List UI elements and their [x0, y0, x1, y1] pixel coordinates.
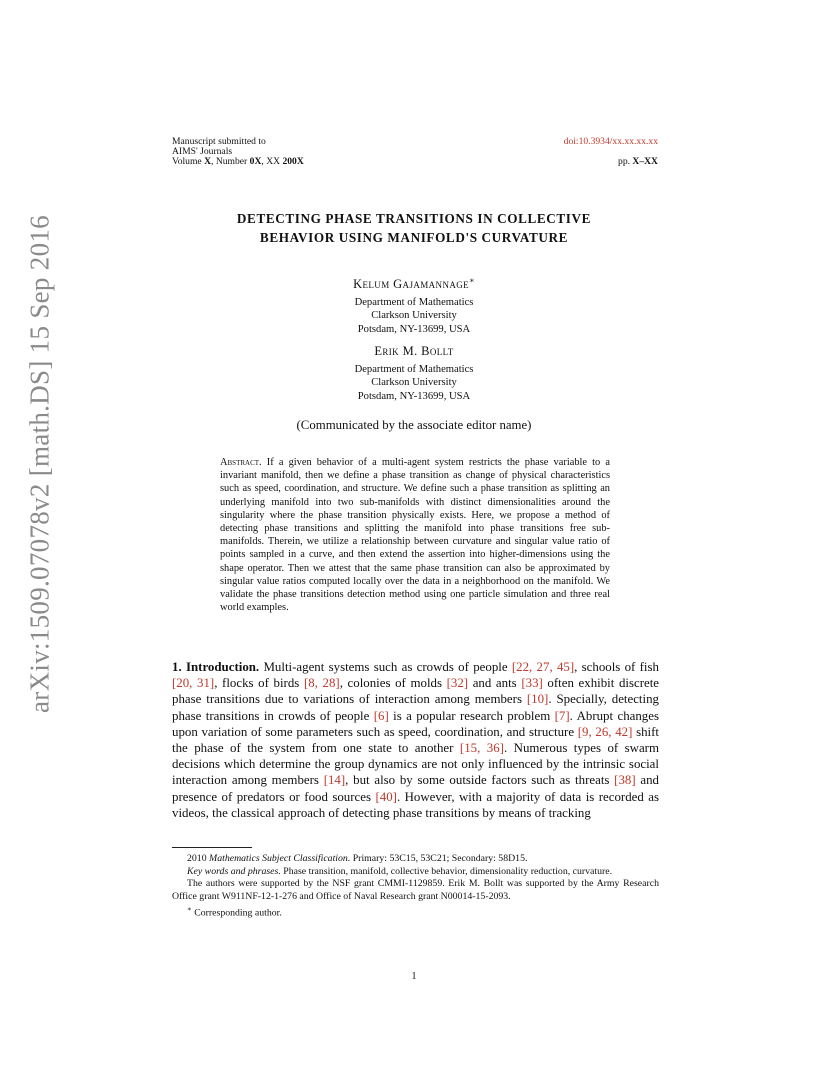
citation-link[interactable]: [32] [446, 676, 469, 691]
funding-footnote: The authors were supported by the NSF grant CMMI-1129859. Erik M. Bollt was supported by the Army Research Office grant W911NF-12-1-276 and Office of Naval Research grant N00014-15-2093. [172, 878, 659, 902]
msc-footnote: 2010 Mathematics Subject Classification. Primary: 53C15, 53C21; Secondary: 58D15. [187, 853, 528, 864]
citation-link[interactable]: [8, 28] [303, 676, 340, 691]
corresponding-footnote: ∗ Corresponding author. [187, 905, 282, 919]
citation-link[interactable]: [15, 36] [459, 741, 504, 756]
manuscript-line: Manuscript submitted to [172, 136, 266, 147]
citation-link[interactable]: [38] [614, 773, 636, 788]
citation-link[interactable]: [9, 26, 42] [577, 724, 633, 739]
abstract-text: If a given behavior of a multi-agent system restricts the phase variable to a invariant manifold, then we define a phase transition as change of physical characteristics such as speed, coordination, and structure. We define such a phase transition as splitting an underlying manifold into two sub-manifolds with distinct dimensionalities around the singularity where the phase transition physically exists. Here, we propose a method of detecting phase transitions and splitting the manifold into phase transitions free sub-manifolds. Therein, we utilize a relationship between curvature and singular value ratio of points sampled in a curve, and then extend the assertion into higher-dimensions using the shape operator. Then we attest that the same phase transition can also be approximated by singular value ratios computed locally over the data in a neighborhood on the manifold. We validate the phase transitions detection method using one particle simulation and three real world examples. [220, 457, 610, 614]
author-affiliation: Department of Mathematics Clarkson University Potsdam, NY-13699, USA [354, 364, 474, 402]
title-line-2: BEHAVIOR USING MANIFOLD'S CURVATURE [259, 230, 569, 245]
citation-link[interactable]: [6] [373, 708, 389, 723]
section-number: 1. [172, 660, 182, 674]
citation-link[interactable]: [40] [375, 789, 397, 804]
journal-header [172, 137, 304, 168]
volume-line: Volume X, Number 0X, XX 200X [172, 156, 304, 168]
footnotes [172, 853, 659, 920]
page-range: pp. X–XX [618, 156, 658, 168]
citation-link[interactable]: [7] [554, 708, 570, 723]
author-name: Erik M. Bollt [374, 344, 454, 358]
citation-link[interactable]: [10] [526, 692, 549, 707]
citation-link[interactable]: [22, 27, 45] [511, 660, 575, 674]
author-block-2 [0, 344, 828, 403]
abstract-label: Abstract. [220, 457, 262, 468]
keywords-footnote: Key words and phrases. Phase transition, manifold, collective behavior, dimensionality reduction, curvature. [187, 865, 613, 877]
citation-link[interactable]: [14] [323, 773, 346, 788]
title-line-1: DETECTING PHASE TRANSITIONS IN COLLECTIVE [236, 211, 592, 226]
author-name: Kelum Gajamannage∗ [353, 276, 475, 292]
doi-header [564, 137, 658, 167]
citation-link[interactable]: [20, 31] [172, 676, 215, 691]
footnote-divider [172, 847, 252, 848]
introduction-paragraph: 1. Introduction. Multi-agent systems such as crowds of people [22, 27, 45], schools of fish [20, 31], flocks of birds [8, 28], colonies of molds [32] and ants [33] often exhibit discrete phase transitions due to variations of interaction among members [10]. Specially, detecting phase transitions in crowds of people [6] is a popular research problem [7]. Abrupt changes upon variation of some parameters such as speed, coordination, and structure [9, 26, 42] shift the phase of the system from one state to another [15, 36]. Numerous types of swarm decisions which determine the group dynamics are not only influenced by the intrinsic social interaction among members [14], but also by some outside factors such as threats [38] and presence of predators or food sources [40]. However, with a majority of data is recorded as videos, the classical approach of detecting phase transitions by means of tracking [172, 660, 660, 820]
page-number: 1 [411, 971, 417, 982]
section-heading: Introduction. [185, 660, 260, 674]
communicated-by: (Communicated by the associate editor name) [296, 418, 532, 432]
doi-link[interactable]: doi:10.3934/xx.xx.xx.xx [563, 136, 658, 147]
arxiv-identifier: arXiv:1509.07078v2 [math.DS] 15 Sep 2016 [24, 215, 55, 713]
author-affiliation: Department of Mathematics Clarkson University Potsdam, NY-13699, USA [354, 297, 474, 335]
corresponding-mark: ∗ [469, 276, 475, 285]
citation-link[interactable]: [33] [521, 676, 543, 691]
author-block-1 [0, 276, 828, 336]
journal-name: AIMS' Journals [172, 146, 233, 158]
abstract [220, 456, 610, 614]
paper-title [0, 209, 828, 247]
